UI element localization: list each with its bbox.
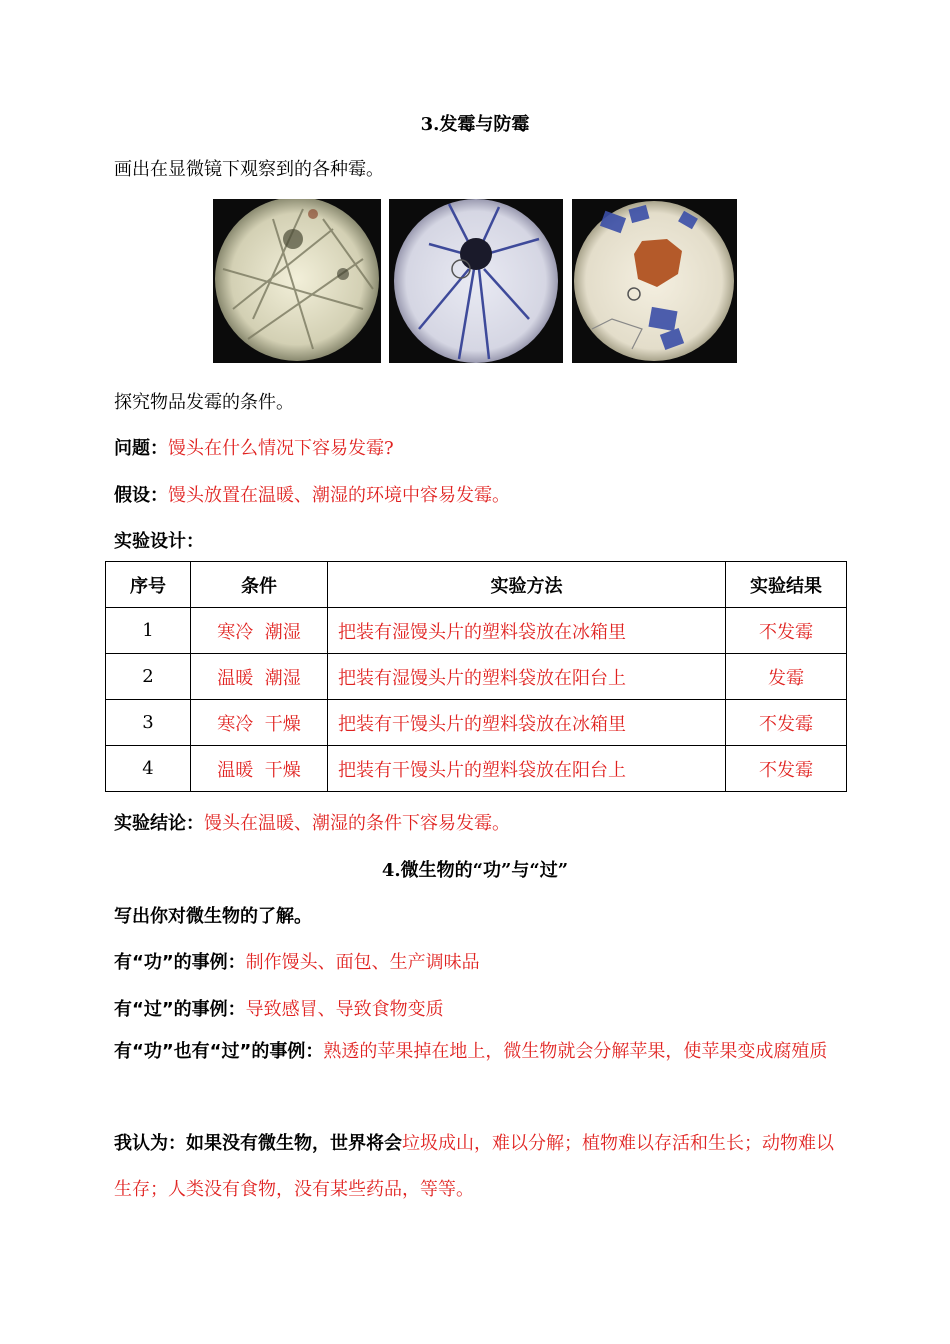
- hypothesis-answer: 馒头放置在温暖、潮湿的环境中容易发霉。: [168, 485, 510, 506]
- merit-label: 有“功”的事例：: [114, 952, 246, 973]
- cell-condition: 温暖 潮湿: [191, 654, 328, 700]
- cell-condition: 温暖 干燥: [191, 746, 328, 792]
- fault-label: 有“过”的事例：: [114, 999, 246, 1020]
- hypothesis-line: [114, 481, 510, 507]
- merit-answer: 制作馒头、面包、生产调味品: [245, 952, 480, 973]
- cell-method: 把装有湿馒头片的塑料袋放在冰箱里: [328, 608, 726, 654]
- header-method: 实验方法: [328, 562, 726, 608]
- cell-result: 不发霉: [726, 700, 847, 746]
- table-row: [106, 654, 847, 700]
- table-header-row: [106, 562, 847, 608]
- header-no: 序号: [106, 562, 191, 608]
- fault-line: [114, 995, 444, 1021]
- conclusion-answer: 馒头在温暖、潮湿的条件下容易发霉。: [204, 813, 510, 834]
- table-row: [106, 700, 847, 746]
- both-paragraph: [114, 1029, 844, 1075]
- cell-result: 不发霉: [726, 746, 847, 792]
- cell-result: 发霉: [726, 654, 847, 700]
- table-row: [106, 746, 847, 792]
- section4-prompt: 写出你对微生物的了解。: [114, 906, 312, 927]
- cell-condition: 寒冷 干燥: [191, 700, 328, 746]
- question-answer: 馒头在什么情况下容易发霉?: [168, 438, 394, 459]
- header-condition: 条件: [191, 562, 328, 608]
- opinion-label: 我认为：如果没有微生物，世界将会: [114, 1133, 402, 1154]
- table-row: [106, 608, 847, 654]
- explore-text: 探究物品发霉的条件。: [114, 392, 294, 413]
- conclusion-label: 实验结论：: [114, 813, 204, 834]
- question-line: [114, 434, 394, 460]
- fault-answer: 导致感冒、导致食物变质: [245, 999, 444, 1020]
- conclusion-line: [114, 809, 510, 835]
- both-label: 有“功”也有“过”的事例：: [114, 1041, 324, 1062]
- design-label: 实验设计：: [114, 531, 204, 552]
- merit-line: [114, 948, 480, 974]
- section3-title: 3.发霉与防霉: [420, 114, 530, 135]
- cell-no: 2: [106, 654, 191, 700]
- question-label: 问题：: [114, 438, 168, 459]
- opinion-answer: 垃圾成山，难以分解；植物难以存活和生长；动物难以生存；人类没有食物，没有某些药品，等等。: [114, 1133, 834, 1200]
- cell-result: 不发霉: [726, 608, 847, 654]
- microscope-image-1: [213, 199, 381, 363]
- cell-method: 把装有湿馒头片的塑料袋放在阳台上: [328, 654, 726, 700]
- header-result: 实验结果: [726, 562, 847, 608]
- hypothesis-label: 假设：: [114, 485, 168, 506]
- cell-method: 把装有干馒头片的塑料袋放在阳台上: [328, 746, 726, 792]
- experiment-table: [105, 561, 847, 792]
- cell-method: 把装有干馒头片的塑料袋放在冰箱里: [328, 700, 726, 746]
- section4-title: 4.微生物的“功”与“过”: [381, 860, 569, 881]
- draw-prompt: 画出在显微镜下观察到的各种霉。: [114, 159, 384, 180]
- microscope-image-2: [389, 199, 563, 363]
- cell-no: 1: [106, 608, 191, 654]
- opinion-paragraph: [114, 1121, 844, 1213]
- cell-no: 3: [106, 700, 191, 746]
- cell-condition: 寒冷 潮湿: [191, 608, 328, 654]
- both-answer: 熟透的苹果掉在地上，微生物就会分解苹果，使苹果变成腐殖质: [323, 1041, 828, 1062]
- cell-no: 4: [106, 746, 191, 792]
- microscope-image-3: [572, 199, 737, 363]
